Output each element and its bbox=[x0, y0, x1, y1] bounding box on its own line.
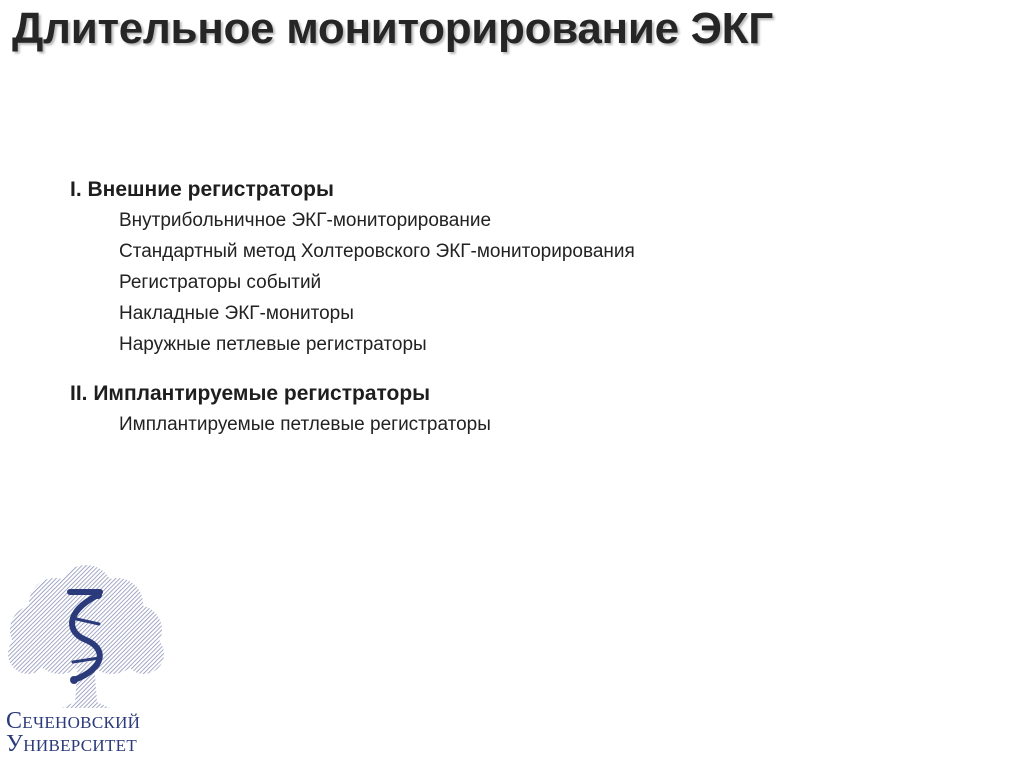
slide-title: Длительное мониторирование ЭКГ bbox=[12, 4, 773, 53]
logo-text bbox=[6, 710, 140, 756]
section-heading: I. Внешние регистраторы bbox=[70, 178, 334, 201]
tree-dna-icon bbox=[0, 562, 172, 710]
section-implantable-recorders bbox=[70, 378, 970, 440]
list-item: Регистраторы событий bbox=[119, 272, 322, 293]
slide-content bbox=[70, 174, 970, 458]
list-item: Имплантируемые петлевые регистраторы bbox=[119, 414, 491, 435]
university-logo bbox=[0, 562, 172, 767]
list-item: Внутрибольничное ЭКГ-мониторирование bbox=[119, 210, 492, 231]
logo-line-1: Сеченовский bbox=[6, 708, 141, 734]
section-items bbox=[70, 409, 970, 440]
section-heading: II. Имплантируемые регистраторы bbox=[70, 382, 431, 405]
list-item: Накладные ЭКГ-мониторы bbox=[119, 303, 354, 324]
section-external-recorders bbox=[70, 174, 970, 360]
list-item: Стандартный метод Холтеровского ЭКГ-мониторирования bbox=[119, 241, 635, 262]
section-items bbox=[70, 205, 970, 360]
logo-line-2: Университет bbox=[6, 731, 137, 757]
list-item: Наружные петлевые регистраторы bbox=[119, 334, 427, 355]
